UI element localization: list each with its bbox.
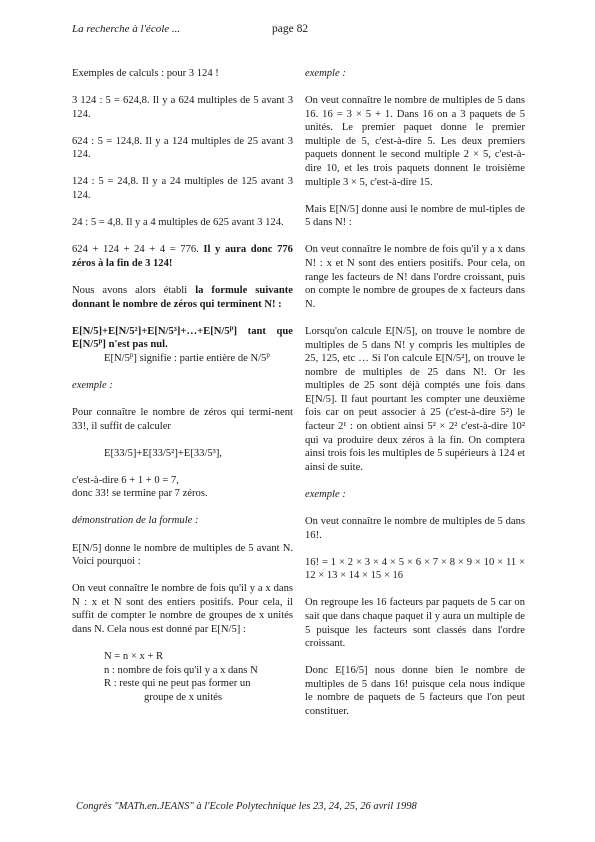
example-heading: exemple :: [305, 68, 346, 79]
page-footer: Congrès "MATh.en.JEANS" à l'Ecole Polytechnique les 23, 24, 25, 26 avril 1998: [76, 801, 417, 812]
paragraph: On veut connaître le nombre de fois qu'il y a x dans N : x et N sont des entiers positifs. Pour cela, il suffit de compter le nombre de groupes de x unités dans N. Cela nous est donné par E[N/5] :: [72, 583, 293, 636]
paragraph: Mais E[N/5] donne ausi le nombre de mul-tiples de 5 dans N! :: [305, 203, 525, 229]
equation: N = n × x + R: [104, 651, 164, 663]
paragraph: Donc E[16/5] nous donne bien le nombre de multiples de 5 dans 16! puisque cela nous indique le nombre de paquets de 5 facteurs que l'on peut constituer.: [305, 665, 525, 718]
paragraph: 624 + 124 + 24 + 4 = 776. Il y aura donc 776 zéros à la fin de 3 124!: [72, 244, 293, 269]
example-heading: exemple :: [72, 379, 113, 391]
paragraph: 624 : 5 = 124,8. Il y a 124 multiples de 25 avant 3 124.: [72, 135, 293, 161]
paragraph: On veut connaître le nombre de multiples de 5 dans 16. 16 = 3 × 5 + 1. Dans 16 on a 3 paquets de 5 unités. Le premier paquet donne le premier multiple de 5, c'est-à-dire 5. Les deux premiers paquets donnent le second multiple 2 × 5, c'est-à-dire 10, et les trois paquets donnent le troisième multiple 3 × 5, c'est-à-dire 15.: [305, 95, 525, 188]
paragraph: Nous avons alors établi la formule suivante donnant le nombre de zéros qui terminent N! :: [72, 284, 293, 310]
result: c'est-à-dire 6 + 1 + 0 = 7,: [72, 474, 179, 486]
paragraph: E[N/5] donne le nombre de multiples de 5 avant N. Voici pourquoi :: [72, 542, 293, 568]
paragraph: On veut connaître le nombre de fois qu'il y a x dans N! : x et N sont des entiers positifs. Pour cela, on range les facteurs de N! dans l'ordre croissant, puis on compte le nombre de groupes de x facteurs dans N.: [305, 244, 525, 310]
left-column: [72, 67, 293, 705]
factorial-expansion: 16! = 1 × 2 × 3 × 4 × 5 × 6 × 7 × 8 × 9 × 10 × 11 × 12 × 13 × 14 × 15 × 16: [305, 556, 525, 582]
page-number: page 82: [272, 23, 309, 35]
result: donc 33! se termine par 7 zéros.: [72, 488, 208, 500]
example-heading: exemple :: [305, 488, 346, 500]
calculation: E[33/5]+E[33/5²]+E[33/5³],: [104, 447, 223, 459]
paragraph: Exemples de calculs : pour 3 124 !: [72, 68, 219, 79]
running-header: La recherche à l'école ...: [72, 23, 181, 35]
equation-definition: R : reste qui ne peut pas former un: [104, 678, 251, 690]
right-column: [305, 67, 525, 732]
paragraph: On veut connaître le nombre de multiples de 5 dans 16!.: [305, 516, 525, 541]
paragraph: 3 124 : 5 = 624,8. Il y a 624 multiples de 5 avant 3 124.: [72, 95, 293, 120]
formula-note: E[N/5$^p$] signifie : partie entière de N/5$^p$: [104, 350, 270, 364]
paragraph: 24 : 5 = 4,8. Il y a 4 multiples de 625 avant 3 124.: [72, 217, 284, 229]
equation-definition: n : nombre de fois qu'il y a x dans N: [104, 664, 258, 676]
paragraph: On regroupe les 16 facteurs par paquets de 5 car on sait que dans chaque paquet il y aura un multiple de 5 puisque les facteurs sont classés dans l'ordre croissant.: [305, 597, 525, 650]
paragraph: 124 : 5 = 24,8. Il y a 24 multiples de 125 avant 3 124.: [72, 176, 293, 202]
paragraph: Pour connaître le nombre de zéros qui termi-nent 33!, il suffit de calculer: [72, 407, 293, 432]
equation-block: [72, 650, 293, 704]
formula: $E[N/5]+E[N/5^2]+E[N/5^3]+\dots+E[N/5^p]$ tant que E[N/5$^p$] n'est pas nul.: [72, 323, 293, 351]
paragraph: Lorsqu'on calcule E[N/5], on trouve le nombre de multiples de 5 dans N! y compris les multiples de 25, 125, etc … Si l'on calcule E[N/5²], on trouve le nombre de multiples de 25 dans N!. Or les multiples de 25 sont déjà comptés une fois dans E[N/5]. Il faut pourtant les compter une deuxième fois car on peut associer à 25 (c'est-à-dire 5²) le facteur 2¹ : on obtient ainsi 5² × 2² c'est-à-dire 10² qui va produire deux zéros à la fin. On comptera ainsi trois fois les multiples de 5 supérieurs à 124 et ainsi de suite.: [305, 325, 525, 473]
equation-definition: groupe de x unités: [144, 691, 222, 703]
demonstration-heading: démonstration de la formule :: [72, 515, 199, 527]
